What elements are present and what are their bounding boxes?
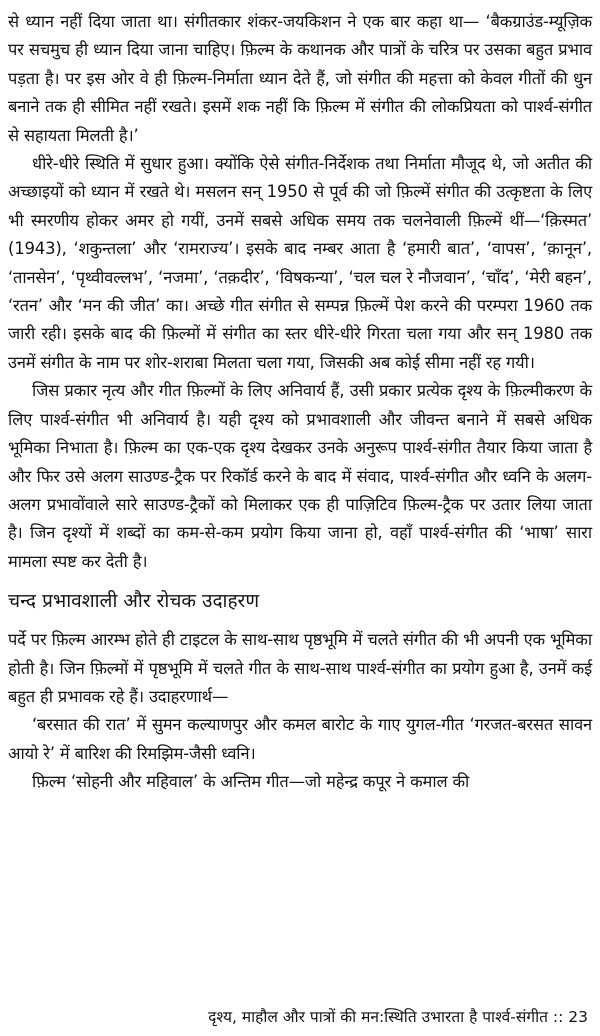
paragraph: पर्दे पर फ़िल्म आरम्भ होते ही टाइटल के साथ-साथ पृष्ठभूमि में चलते संगीत की भी अपनी एक भूमिका होती है। जिन फ़िल्मों में पृष्ठभूमि में चलते गीत के साथ-साथ पार्श्व-संगीत का प्रयोग हुआ है, उनमें कई बहुत ही प्रभावक रहे हैं। उदाहरणार्थ—: [8, 630, 592, 706]
paragraph: धीरे-धीरे स्थिति में सुधार हुआ। क्योंकि ऐसे संगीत-निर्देशक तथा निर्माता मौजूद थे, जो अतीत की अच्छाइयों को ध्यान में रखते थे। मसलन सन् 1950 से पूर्व की जो फ़िल्में संगीत की उत्कृष्टता के लिए भी स्मरणीय होकर अमर हो गयीं, उनमें सबसे अधिक समय तक चलनेवाली फ़िल्में थीं—‘क़िस्मत’ (1943), ‘शकुन्तला’ और ‘रामराज्य’। इसके बाद नम्बर आता है ‘हमारी बात’, ‘वापस’, ‘क़ानून’, ‘तानसेन’, ‘पृथ्वीवल्लभ’, ‘नजमा’, ‘तक़दीर’, ‘विषकन्या’, ‘चल चल रे नौजवान’, ‘चाँद’, ‘मेरी बहन’, ‘रतन’ और ‘मन की जीत’ का। अच्छे गीत संगीत से सम्पन्न फ़िल्में पेश करने की परम्परा 1960 तक जारी रही। इसके बाद की फ़िल्मों में संगीत का स्तर धीरे-धीरे गिरता चला गया और सन् 1980 तक उनमें संगीत के नाम पर शोर-शराबा मिलता चला गया, जिसकी अब कोई सीमा नहीं रह गयी।: [8, 154, 592, 372]
paragraph-continued: से ध्यान नहीं दिया जाता था। संगीतकार शंकर-जयकिशन ने एक बार कहा था— ‘बैकग्राउंड-म्यूज़िक पर सचमुच ही ध्यान दिया जाना चाहिए। फ़िल्म के कथानक और पात्रों के चरित्र पर उसका बहुत प्रभाव पड़ता है। पर इस ओर वे ही फ़िल्म-निर्माता ध्यान देते हैं, जो संगीत की महत्ता को केवल गीतों की धुन बनाने तक ही सीमित नहीं रखते। इसमें शक नहीं कि फ़िल्म में संगीत की लोकप्रियता को पार्श्व-संगीत से सहायता मिलती है।’: [8, 12, 592, 145]
section-heading: चन्द प्रभावशाली और रोचक उदाहरण: [8, 590, 260, 613]
paragraph: ‘बरसात की रात’ में सुमन कल्याणपुर और कमल बारोट के गाए युगल-गीत ‘गरजत-बरसत सावन आयो रे’ में बारिश की रिमझिम-जैसी ध्वनि।: [8, 715, 592, 763]
running-title: दृश्य, माहौल और पात्रों की मन:स्थिति उभारता है पार्श्व-संगीत: [208, 1008, 548, 1026]
paragraph: जिस प्रकार नृत्य और गीत फ़िल्मों के लिए अनिवार्य हैं, उसी प्रकार प्रत्येक दृश्य के फ़िल्मीकरण के लिए पार्श्व-संगीत भी अनिवार्य है। यही दृश्य को प्रभावशाली और जीवन्त बनाने में सबसे अधिक भूमिका निभाता है। फ़िल्म का एक-एक दृश्य देखकर उनके अनुरूप पार्श्व-संगीत तैयार किया जाता है और फिर उसे अलग साउण्ड-ट्रैक पर रिकॉर्ड करने के बाद में संवाद, पार्श्व-संगीत और ध्वनि के अलग-अलग प्रभावोंवाले सारे साउण्ड-ट्रैकों को मिलाकर एक ही पाज़िटिव फ़िल्म-ट्रैक पर उतार लिया जाता है। जिन दृश्यों में शब्दों का कम-से-कम प्रयोग किया जाना हो, वहाँ पार्श्व-संगीत की ‘भाषा’ सारा मामला स्पष्ट कर देती है।: [8, 381, 592, 571]
page-number: 23: [568, 1008, 588, 1026]
footer-separator: ::: [552, 1008, 564, 1026]
paragraph: फ़िल्म ‘सोहनी और महिवाल’ के अन्तिम गीत—जो महेन्द्र कपूर ने कमाल की: [32, 772, 470, 792]
page-footer: [208, 1006, 588, 1028]
